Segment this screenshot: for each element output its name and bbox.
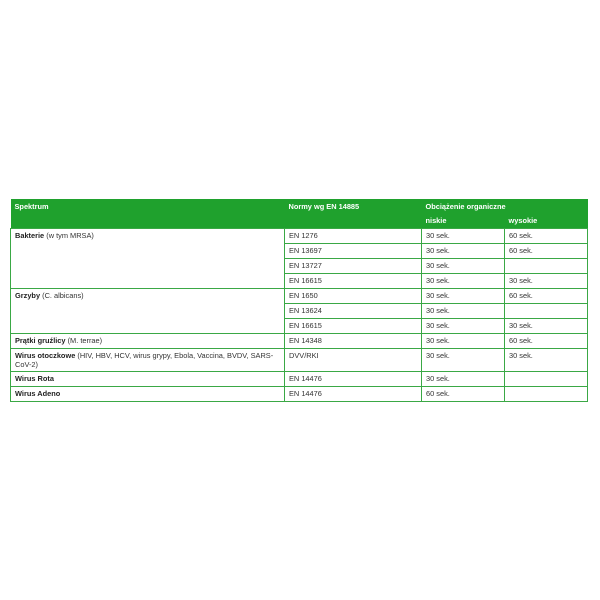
high-load-cell: 30 sek. — [505, 319, 588, 334]
high-load-cell: 60 sek. — [505, 244, 588, 259]
spectrum-cell — [11, 289, 285, 334]
spectrum-name: Prątki gruźlicy — [15, 336, 66, 345]
spectrum-cell — [11, 387, 285, 402]
low-load-cell: 30 sek. — [422, 229, 505, 244]
low-load-cell: 30 sek. — [422, 319, 505, 334]
table-row — [11, 229, 588, 244]
low-load-cell: 60 sek. — [422, 387, 505, 402]
high-load-cell: 30 sek. — [505, 274, 588, 289]
table-row — [11, 289, 588, 304]
high-load-cell — [505, 387, 588, 402]
spectrum-note: (HIV, HBV, HCV, wirus grypy, Ebola, Vaccina, BVDV, SARS-CoV-2) — [15, 351, 274, 369]
spectrum-cell — [11, 334, 285, 349]
high-load-cell: 60 sek. — [505, 289, 588, 304]
norm-cell: EN 13727 — [285, 259, 422, 274]
header-norms: Normy wg EN 14885 — [285, 199, 422, 229]
table-row — [11, 334, 588, 349]
spectrum-name: Bakterie — [15, 231, 45, 240]
header-high: wysokie — [505, 215, 588, 229]
norm-cell: EN 14476 — [285, 372, 422, 387]
norm-cell: EN 16615 — [285, 274, 422, 289]
high-load-cell — [505, 259, 588, 274]
spectrum-name: Wirus Adeno — [15, 389, 61, 398]
disinfection-spectrum-table-wrapper — [10, 199, 587, 402]
spectrum-cell — [11, 349, 285, 372]
high-load-cell: 30 sek. — [505, 349, 588, 372]
disinfection-spectrum-table — [10, 199, 588, 402]
low-load-cell: 30 sek. — [422, 349, 505, 372]
table-row — [11, 349, 588, 372]
high-load-cell — [505, 304, 588, 319]
header-spectrum: Spektrum — [11, 199, 285, 229]
spectrum-note: (C. albicans) — [42, 291, 84, 300]
spectrum-name: Grzyby — [15, 291, 41, 300]
low-load-cell: 30 sek. — [422, 304, 505, 319]
table-row — [11, 387, 588, 402]
spectrum-note: (w tym MRSA) — [46, 231, 94, 240]
norm-cell: DVV/RKI — [285, 349, 422, 372]
spectrum-cell — [11, 229, 285, 289]
low-load-cell: 30 sek. — [422, 289, 505, 304]
norm-cell: EN 13697 — [285, 244, 422, 259]
table-header — [11, 199, 588, 229]
low-load-cell: 30 sek. — [422, 244, 505, 259]
norm-cell: EN 14348 — [285, 334, 422, 349]
spectrum-note: (M. terrae) — [67, 336, 103, 345]
high-load-cell — [505, 372, 588, 387]
low-load-cell: 30 sek. — [422, 274, 505, 289]
spectrum-name: Wirus Rota — [15, 374, 54, 383]
norm-cell: EN 16615 — [285, 319, 422, 334]
high-load-cell: 60 sek. — [505, 334, 588, 349]
norm-cell: EN 1650 — [285, 289, 422, 304]
low-load-cell: 30 sek. — [422, 259, 505, 274]
spectrum-cell — [11, 372, 285, 387]
low-load-cell: 30 sek. — [422, 334, 505, 349]
high-load-cell: 60 sek. — [505, 229, 588, 244]
header-low: niskie — [422, 215, 505, 229]
header-organic-load: Obciążenie organiczne — [422, 199, 588, 215]
table-row — [11, 372, 588, 387]
norm-cell: EN 1276 — [285, 229, 422, 244]
spectrum-name: Wirus otoczkowe — [15, 351, 76, 360]
low-load-cell: 30 sek. — [422, 372, 505, 387]
norm-cell: EN 13624 — [285, 304, 422, 319]
table-body — [11, 229, 588, 402]
norm-cell: EN 14476 — [285, 387, 422, 402]
